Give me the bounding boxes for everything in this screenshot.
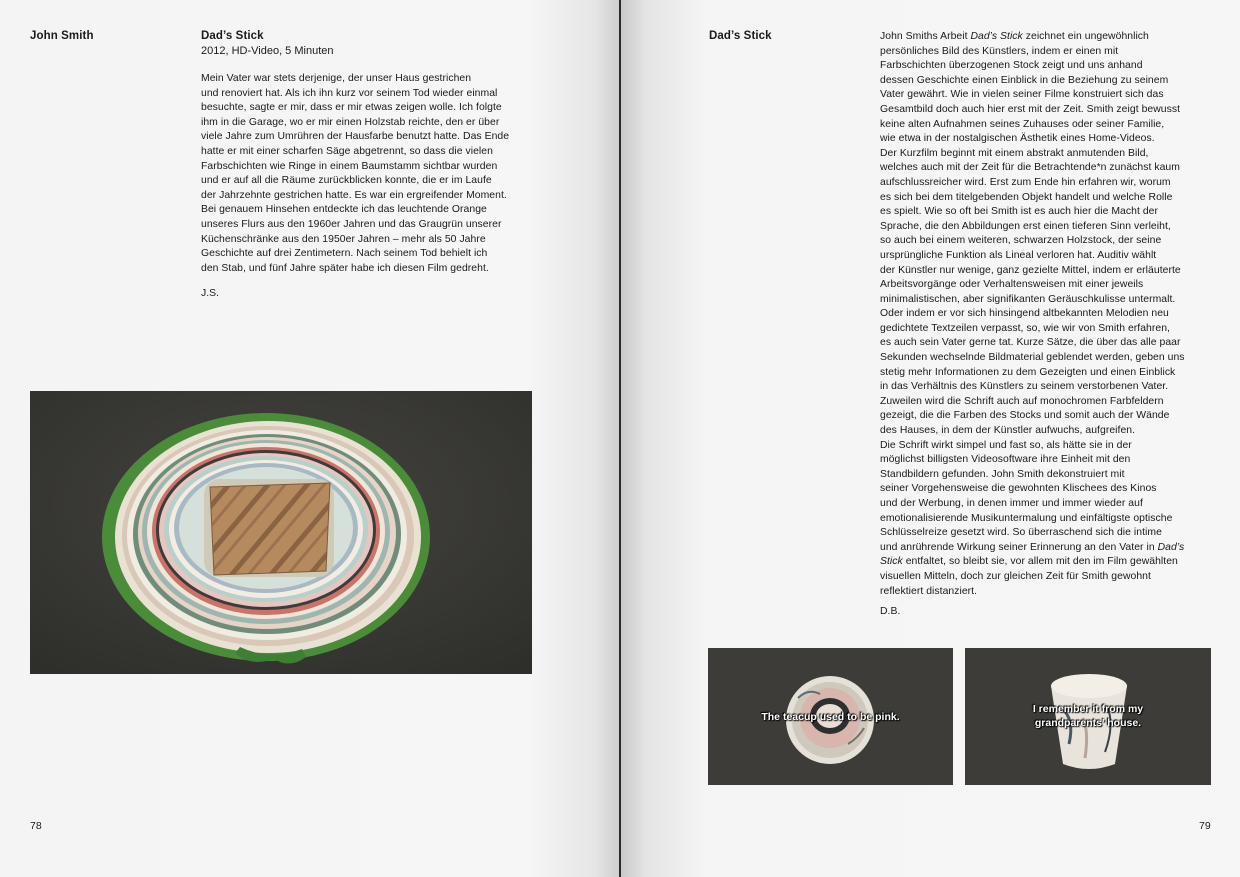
essay-text-run: Gesamtbild doch auch hier erst mit der Zeit. Smith zeigt bewusst — [880, 103, 1181, 115]
statement-line: und renoviert hat. Als ich ihn kurz vor seinem Tod wieder einmal — [201, 87, 498, 99]
essay-text-run: es spielt. Wie so oft bei Smith ist es auch hier die Macht der — [880, 206, 1158, 218]
essay-text-run: wie etwa in der nostalgischen Ästhetik eines Home-Videos. — [880, 133, 1155, 145]
essay-line — [880, 322, 1230, 337]
essay-line — [880, 45, 1230, 60]
essay-line — [880, 336, 1230, 351]
video-still-teacup-top — [708, 648, 953, 785]
essay-line — [880, 103, 1230, 118]
page-number-right: 79 — [1199, 820, 1211, 832]
essay-text-run: Sekunden wechselnde Bildmaterial geblendet werden, geben uns — [880, 352, 1185, 364]
essay-text-run: persönliches Bild des Künstlers, indem er einen mit — [880, 45, 1119, 57]
artist-statement-lines — [201, 72, 541, 276]
essay-italic-title: Stick — [880, 556, 903, 568]
essay-text-run: aufschlussreicher wird. Erst zum Ende hin erfahren wir, worum — [880, 176, 1171, 188]
essay-line — [880, 293, 1230, 308]
essay-line — [880, 249, 1230, 264]
essay-line — [880, 118, 1230, 133]
essay-text-run: Der Kurzfilm beginnt mit einem abstrakt anmutenden Bild, — [880, 147, 1149, 159]
essay-text-run: Vater gewährt. Wie in vielen seiner Filme konstruiert sich das — [880, 89, 1164, 101]
essay-line — [880, 497, 1230, 512]
essay-text-run: stetig mehr Informationen zu dem Gezeigten und einen Einblick — [880, 366, 1176, 378]
still-2-caption-line-2: grandparents’ house. — [1034, 717, 1142, 729]
essay-line — [880, 132, 1230, 147]
essay-text-run: der Künstler nur wenige, ganz gezielte Mittel, indem er erläuterte — [880, 264, 1181, 276]
essay-line — [880, 74, 1230, 89]
video-still-teacup-side — [965, 648, 1211, 785]
work-details: 2012, HD-Video, 5 Minuten — [201, 45, 334, 57]
essay-line — [880, 191, 1230, 206]
essay-line — [880, 555, 1230, 570]
essay-text-run: gezeigt, die die Farben des Stocks und somit auch der Wände — [880, 410, 1170, 422]
essay-text-run: des Hauses, in dem der Künstler aufwuchs, aufgreifen. — [880, 425, 1136, 437]
essay-line — [880, 351, 1230, 366]
essay-heading: Dad’s Stick — [709, 30, 772, 42]
essay-line — [880, 424, 1230, 439]
essay-text-run: in das Verhältnis des Künstlers zu seinem verstorbenen Vater. — [880, 381, 1169, 393]
essay-text-run: Zuweilen wird die Schrift auch auf monochromen Farbfeldern — [880, 395, 1164, 407]
essay-line — [880, 409, 1230, 424]
statement-line: viele Jahre zum Umrühren der Hausfarbe benutzt hatte. Das Ende — [201, 131, 510, 143]
essay-text — [880, 30, 1230, 599]
essay-line — [880, 147, 1230, 162]
artist-statement — [201, 72, 541, 276]
essay-italic-title: Dad’s Stick — [970, 31, 1023, 42]
essay-text-run: ursprüngliche Funktion als Lineal verloren hat. Auditiv wählt — [880, 249, 1157, 261]
essay-text-run: zeichnet ein ungewöhnlich — [1022, 31, 1149, 42]
statement-line: der Jahrzehnte gestrichen hatte. Es war ein ergreifender Moment. — [201, 189, 507, 201]
essay-line — [880, 264, 1230, 279]
essay-text-run: Arbeitsvorgänge oder Verhaltensweisen mit einer jeweils — [880, 279, 1144, 291]
essay-text-run: gedichtete Textzeilen verpasst, so, wie wir von Smith erfahren, — [880, 322, 1170, 334]
essay-text-run: emotionalisierende Musikuntermalung und einfältigste optische — [880, 512, 1173, 524]
essay-line — [880, 205, 1230, 220]
essay-italic-title: Dad’s — [1157, 541, 1185, 553]
essay-signature: D.B. — [880, 606, 901, 617]
work-title: Dad’s Stick — [201, 30, 264, 42]
essay-text-run: minimalistischen, aber signifikanten Geräuschkulisse untermalt. — [880, 293, 1176, 305]
essay-text-run: Oder indem er vor sich hinsingend altbekannten Melodien neu — [880, 308, 1169, 320]
essay-text-run: so auch bei einem weiteren, schwarzen Holzstock, der seine — [880, 235, 1162, 247]
essay-text-run: Farbschichten überzogenen Stock zeigt und uns anhand — [880, 60, 1143, 72]
still-1-caption: The teacup used to be pink. — [761, 711, 900, 723]
essay-text-run: visuellen Mitteln, doch zur gleichen Zeit für Smith gewohnt — [880, 570, 1151, 582]
stick-cross-section-photo — [30, 391, 532, 674]
essay-text-run: keine alten Aufnahmen seines Zuhauses oder seiner Familie, — [880, 118, 1165, 130]
still-2-caption-line-1: I remember it from my — [1032, 703, 1144, 715]
essay-text-run: und anrührende Wirkung seiner Erinnerung an den Vater in — [880, 541, 1158, 553]
essay-line — [880, 585, 1230, 600]
essay-text-lines — [880, 30, 1230, 599]
essay-line — [880, 570, 1230, 585]
essay-line — [880, 366, 1230, 381]
essay-text-run: John Smiths Arbeit — [880, 31, 971, 42]
essay-text-run: dessen Geschichte einen Einblick in die Beziehung zu seinem — [880, 74, 1169, 86]
statement-line: den Stab, und fünf Jahre später habe ich diesen Film gedreht. — [201, 262, 489, 274]
essay-text-run: Standbildern gefunden. John Smith dekonstruiert mit — [880, 468, 1125, 480]
essay-line — [880, 88, 1230, 103]
essay-text-run: seiner Vorgehensweise die gewohnten Klischees des Kinos — [880, 483, 1157, 495]
essay-line — [880, 439, 1230, 454]
essay-line — [880, 176, 1230, 191]
essay-text-run: es auch sein Vater gerne tat. Kurze Sätze, die über das alle paar — [880, 337, 1181, 349]
essay-text-run: welches auch mit der Zeit für die Betrachtende*n zunächst kaum — [880, 162, 1180, 174]
essay-line — [880, 30, 1230, 45]
essay-text-run: es sich bei dem titelgebenden Objekt handelt und welche Rolle — [880, 191, 1173, 203]
stick-cross-section-image — [30, 391, 532, 674]
essay-line — [880, 278, 1230, 293]
artist-name: John Smith — [30, 30, 94, 42]
essay-text-run: Schlüsselreize gesetzt wird. So überraschend sich die intime — [880, 527, 1162, 539]
statement-line: unseres Flurs aus den 1960er Jahren und das Graugrün unserer — [201, 218, 502, 230]
statement-signature: J.S. — [201, 288, 220, 299]
statement-line: ihm in die Garage, wo er mir einen Holzstab reichte, den er über — [201, 116, 500, 128]
statement-line: Küchenschränke aus den 1950er Jahren – mehr als 50 Jahre — [201, 233, 486, 245]
essay-text-run: reflektiert distanziert. — [880, 585, 978, 597]
page-number-left: 78 — [30, 820, 42, 832]
essay-line — [880, 380, 1230, 395]
essay-text-run: Die Schrift wirkt simpel und fast so, als hätte sie in der — [880, 439, 1132, 451]
essay-line — [880, 234, 1230, 249]
statement-line: besuchte, sagte er mir, dass er mir etwas zeigen wolle. Ich folgte — [201, 102, 502, 114]
essay-line — [880, 59, 1230, 74]
essay-line — [880, 161, 1230, 176]
right-page — [621, 0, 1240, 877]
essay-text-run: und der Werbung, in denen immer und immer wieder auf — [880, 498, 1143, 509]
statement-line: Farbschichten wie Ringe in einem Baumstamm sichtbar wurden — [201, 160, 498, 172]
essay-text-run: Sprache, die den Abbildungen erst einen tieferen Sinn verleiht, — [880, 220, 1171, 232]
essay-line — [880, 453, 1230, 468]
still-2-caption — [965, 702, 1211, 730]
statement-line: Geschichte auf drei Zentimetern. Nach seinem Tod behielt ich — [201, 248, 488, 260]
statement-line: Bei genauem Hinsehen entdeckte ich das leuchtende Orange — [201, 204, 487, 216]
essay-line — [880, 541, 1230, 556]
statement-line: Mein Vater war stets derjenige, der unser Haus gestrichen — [201, 73, 472, 84]
essay-text-run: entfaltet, so bleibt sie, vor allem mit den im Film gewählten — [902, 556, 1178, 568]
essay-text-run: möglichst billigsten Videosoftware ihre Einheit mit den — [880, 454, 1131, 466]
essay-line — [880, 526, 1230, 541]
essay-line — [880, 395, 1230, 410]
essay-line — [880, 220, 1230, 235]
statement-line: und er auf all die Räume zurückblicken konnte, die er im Laufe — [201, 175, 492, 187]
statement-line: hatte er mit einer scharfen Säge abgetrennt, so dass die vielen — [201, 145, 493, 157]
essay-line — [880, 307, 1230, 322]
essay-line — [880, 468, 1230, 483]
essay-line — [880, 482, 1230, 497]
left-page — [0, 0, 619, 877]
essay-line — [880, 512, 1230, 527]
